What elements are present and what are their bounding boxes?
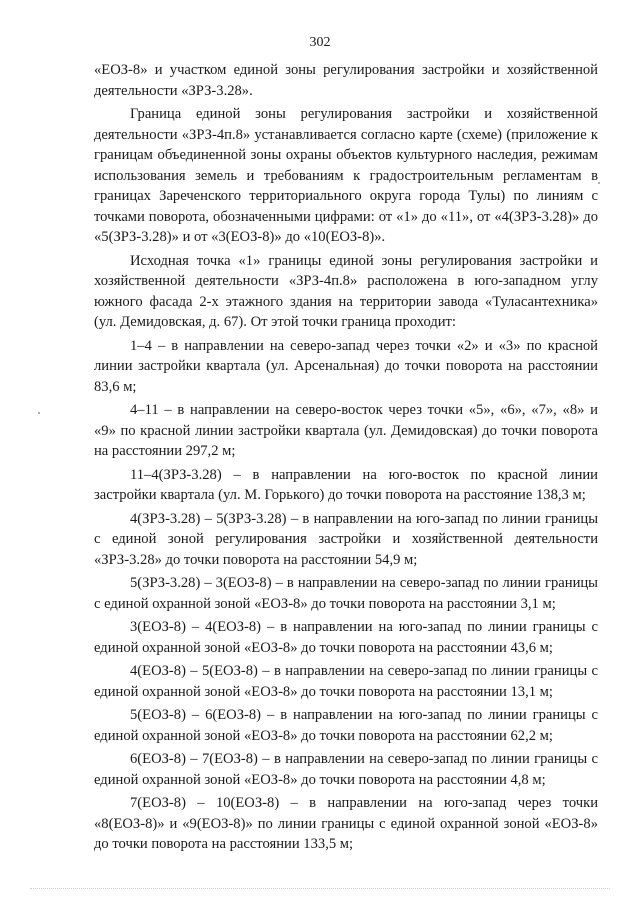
document-body — [94, 60, 598, 858]
scan-speck — [598, 182, 600, 184]
boundary-segment: 4–11 – в направлении на северо-восток через точки «5», «6», «7», «8» и «9» по красной линии застройки квартала (ул. Демидовская) до точки поворота на расстоянии 297,2 м; — [94, 402, 598, 459]
boundary-segment: 1–4 – в направлении на северо-запад через точки «2» и «3» по красной линии застройки квартала (ул. Арсенальная) до точки поворота на расстоянии 83,6 м; — [94, 337, 598, 395]
page-number: 302 — [309, 35, 331, 50]
scan-speck — [38, 412, 40, 414]
boundary-segment: 7(ЕОЗ-8) – 10(ЕОЗ-8) – в направлении на юго-запад через точки «8(ЕОЗ-8)» и «9(ЕОЗ-8)» по линии границы с единой охранной зоной «ЕОЗ-8» до точки поворота на расстоянии 133,5 м; — [94, 795, 598, 852]
boundary-segment: 4(ЗРЗ-3.28) – 5(ЗРЗ-3.28) – в направлении на юго-запад по линии границы с единой зоной регулирования застройки и хозяйственной деятельности «ЗРЗ-3.28» до точки поворота на расстоянии 54,9 м; — [94, 510, 598, 568]
paragraph-zone-boundary: Граница единой зоны регулирования застройки и хозяйственной деятельности «ЗРЗ-4п.8» устанавливается согласно карте (схеме) (приложение к границам объединенной зоны охраны объектов культурного наследия, режимам использования земель и требованиям к градостроительным регламентам в границах Зареченского территориального округа города Тулы) по линиям с точками поворота, обозначенными цифрами: от «1» до «11», от «4(ЗРЗ-3.28)» до «5(ЗРЗ-3.28)» и от «3(ЕОЗ-8)» до «10(ЕОЗ-8)». — [94, 106, 598, 245]
boundary-segment: 11–4(ЗРЗ-3.28) – в направлении на юго-восток по красной линии застройки квартала (ул. М. Горького) до точки поворота на расстояние 138,3 м; — [94, 466, 598, 503]
boundary-segment: 5(ЗРЗ-3.28) – 3(ЕОЗ-8) – в направлении на северо-запад по линии границы с единой охранной зоной «ЕОЗ-8» до точки поворота на расстоянии 3,1 м; — [94, 575, 598, 612]
scan-artifact-line — [30, 888, 610, 893]
boundary-segment: 3(ЕОЗ-8) – 4(ЕОЗ-8) – в направлении на юго-запад по линии границы с единой охранной зоной «ЕОЗ-8» до точки поворота на расстоянии 43,6 м; — [94, 619, 598, 656]
boundary-segment: 5(ЕОЗ-8) – 6(ЕОЗ-8) – в направлении на юго-запад по линии границы с единой охранной зоной «ЕОЗ-8» до точки поворота на расстоянии 62,2 м; — [94, 707, 598, 744]
boundary-segment: 4(ЕОЗ-8) – 5(ЕОЗ-8) – в направлении на северо-запад по линии границы с единой охранной зоной «ЕОЗ-8» до точки поворота на расстоянии 13,1 м; — [94, 663, 598, 700]
paragraph-continuation: «ЕОЗ-8» и участком единой зоны регулирования застройки и хозяйственной деятельности «ЗРЗ-3.28». — [94, 62, 598, 99]
boundary-segment: 6(ЕОЗ-8) – 7(ЕОЗ-8) – в направлении на северо-запад по линии границы с единой охранной зоной «ЕОЗ-8» до точки поворота на расстоянии 4,8 м; — [94, 751, 598, 788]
paragraph-start-point: Исходная точка «1» границы единой зоны регулирования застройки и хозяйственной деятельности «ЗРЗ-4п.8» расположена в юго-западном углу южного фасада 2-х этажного здания на территории завода «Туласантехника» (ул. Демидовская, д. 67). От этой точки граница проходит: — [94, 252, 598, 330]
